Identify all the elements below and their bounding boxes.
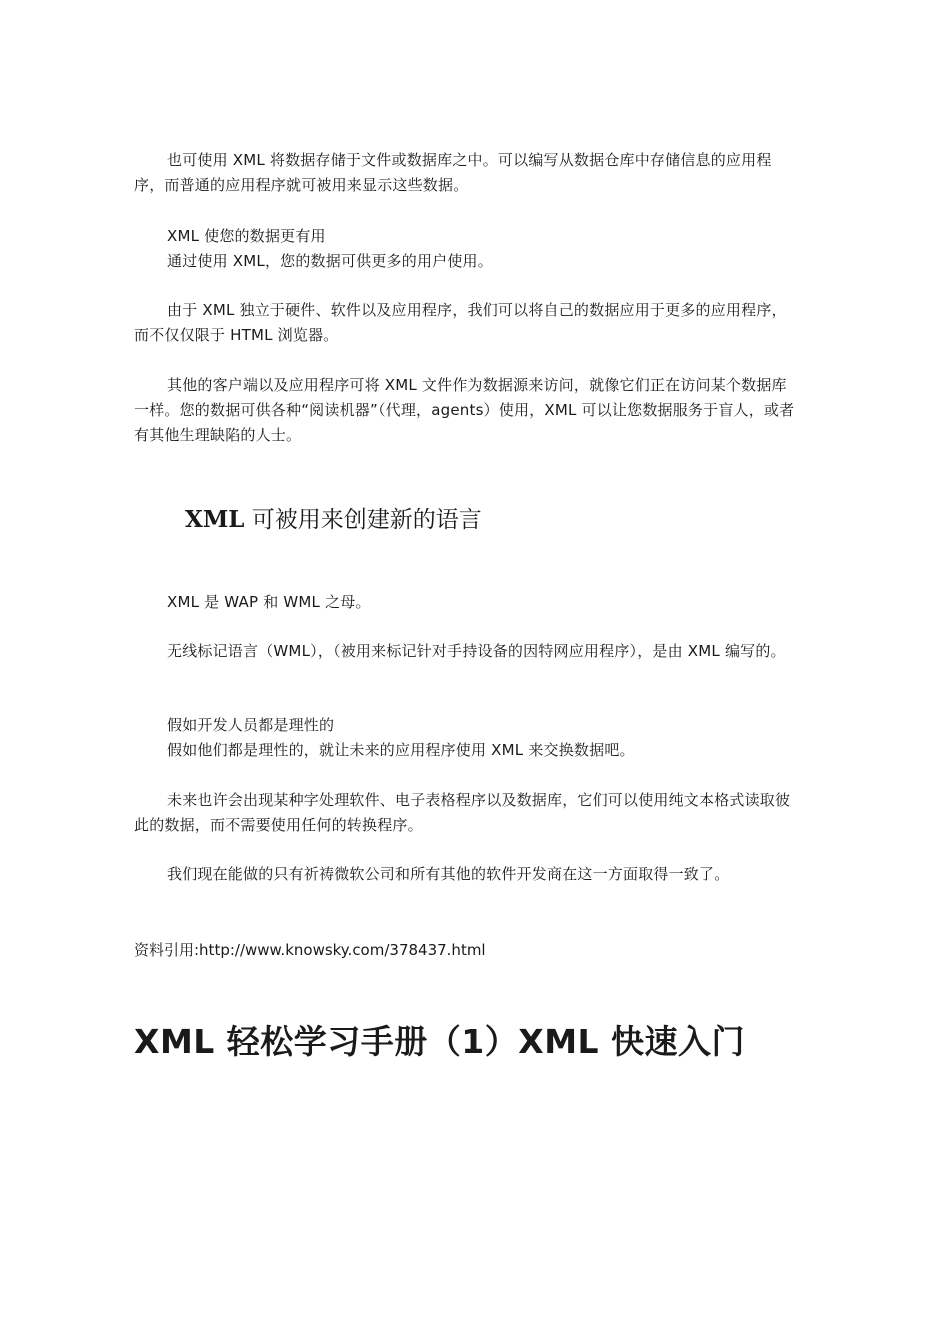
section-heading-latin: XML (185, 506, 245, 533)
main-heading: XML 轻松学习手册（1）XML 快速入门 (134, 1022, 746, 1061)
paragraph-future: 未来也许会出现某种字处理软件、电子表格程序以及数据库，它们可以使用纯文本格式读取彼此的数据，而不需要使用任何的转换程序。 (134, 791, 791, 834)
paragraph-more-useful (134, 224, 798, 274)
paragraph-more-useful-body: 通过使用 XML，您的数据可供更多的用户使用。 (167, 252, 493, 270)
paragraph-wml: 无线标记语言（WML），（被用来标记针对手持设备的因特网应用程序），是由 XML 编写的。 (167, 642, 786, 660)
paragraph-rational-title: 假如开发人员都是理性的 (167, 716, 335, 734)
paragraph-more-useful-title: XML 使您的数据更有用 (167, 227, 326, 245)
paragraph-rational-body: 假如他们都是理性的，就让未来的应用程序使用 XML 来交换数据吧。 (167, 741, 635, 759)
paragraph-clients: 其他的客户端以及应用程序可将 XML 文件作为数据源来访问，就像它们正在访问某个数据库一样。您的数据可供各种“阅读机器”（代理，agents）使用，XML 可以让您数据服务于盲人，或者有其他生理缺陷的人士。 (134, 376, 795, 444)
paragraph-wap: XML 是 WAP 和 WML 之母。 (167, 593, 371, 611)
paragraph-pray: 我们现在能做的只有祈祷微软公司和所有其他的软件开发商在这一方面取得一致了。 (167, 865, 730, 883)
section-heading (185, 500, 482, 540)
paragraph-independent: 由于 XML 独立于硬件、软件以及应用程序，我们可以将自己的数据应用于更多的应用程序，而不仅仅限于 HTML 浏览器。 (134, 301, 787, 344)
paragraph-storage: 也可使用 XML 将数据存储于文件或数据库之中。可以编写从数据仓库中存储信息的应用程序，而普通的应用程序就可被用来显示这些数据。 (134, 151, 772, 194)
reference-link[interactable]: 资料引用:http://www.knowsky.com/378437.html (134, 941, 486, 959)
section-heading-rest: 可被用来创建新的语言 (244, 507, 482, 533)
paragraph-rational (134, 713, 798, 763)
